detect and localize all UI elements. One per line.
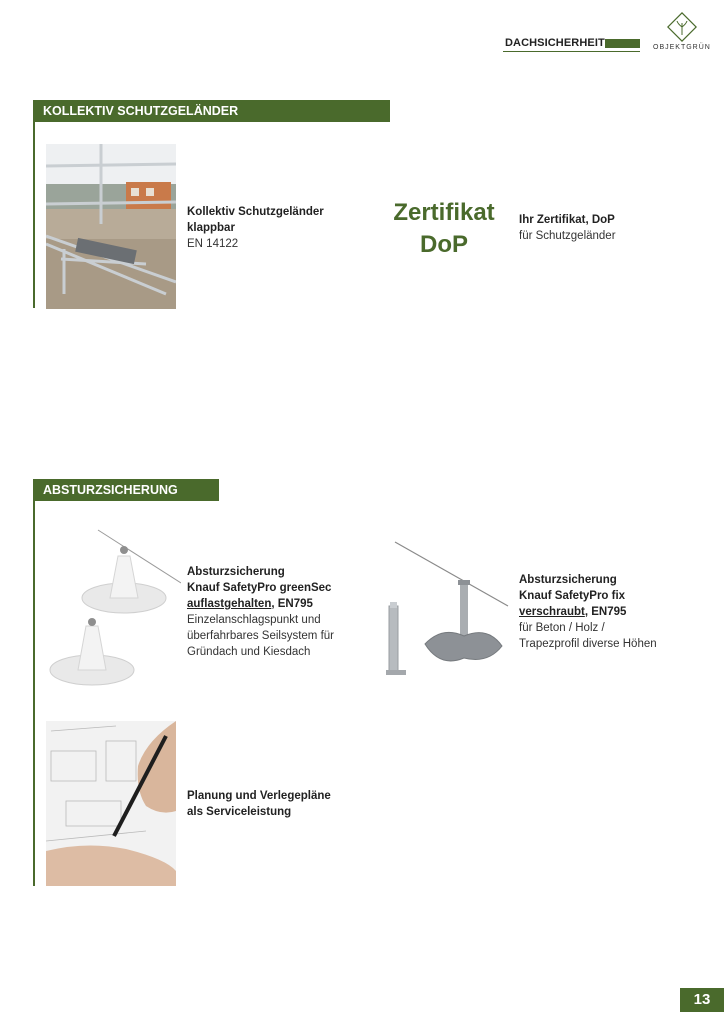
section-left-line [33,122,35,308]
fix-desc1: für Beton / Holz / [519,622,605,634]
fix-line3-rest: , EN795 [584,606,627,618]
certificate-title-line1: Zertifikat [393,199,495,226]
header-category: DACHSICHERHEIT [505,37,605,49]
railing-product-text [187,204,377,252]
section-left-line-2 [33,501,35,886]
railing-norm: EN 14122 [187,238,239,250]
railing-name-line1: Kollektiv Schutzgeländer [187,206,324,218]
header-accent-bar [605,39,640,48]
certificate-label: Ihr Zertifikat, DoP [519,214,615,226]
railing-name-line2: klappbar [187,222,235,234]
certificate-text [519,212,699,244]
fix-line3-underlined: verschraubt [519,606,585,618]
greensec-line3-underlined: auflastgehalten [187,598,272,610]
fix-text [519,572,709,652]
header-underline [503,51,640,52]
logo-diamond-icon [666,11,698,43]
section-title-kollektiv: KOLLEKTIV SCHUTZGELÄNDER [33,100,390,122]
certificate-title [385,197,503,261]
service-line2: als Serviceleistung [187,806,292,818]
certificate-title-line2: DoP [420,231,468,258]
fix-anchor-photo [380,540,510,680]
fix-line2: Knauf SafetyPro fix [519,590,626,602]
fix-desc2: Trapezprofil diverse Höhen [519,638,657,650]
service-line1: Planung und Verlegepläne [187,790,331,802]
greensec-line2: Knauf SafetyPro greenSec [187,582,332,594]
greensec-desc3: Gründach und Kiesdach [187,646,311,658]
planning-photo [46,721,176,886]
section-title-absturz: ABSTURZSICHERUNG [33,479,219,501]
greensec-line1: Absturzsicherung [187,566,285,578]
fix-line1: Absturzsicherung [519,574,617,586]
greensec-text [187,564,387,660]
page-number: 13 [680,988,724,1012]
greensec-desc1: Einzelanschlagspunkt und [187,614,321,626]
logo-text: OBJEKTGRÜN [653,44,711,51]
greensec-line3-rest: , EN795 [271,598,313,610]
certificate-sub: für Schutzgeländer [519,230,616,242]
greensec-anchor-photo [46,528,181,693]
railing-photo [46,144,176,309]
service-text [187,788,377,820]
greensec-desc2: überfahrbares Seilsystem für [187,630,335,642]
